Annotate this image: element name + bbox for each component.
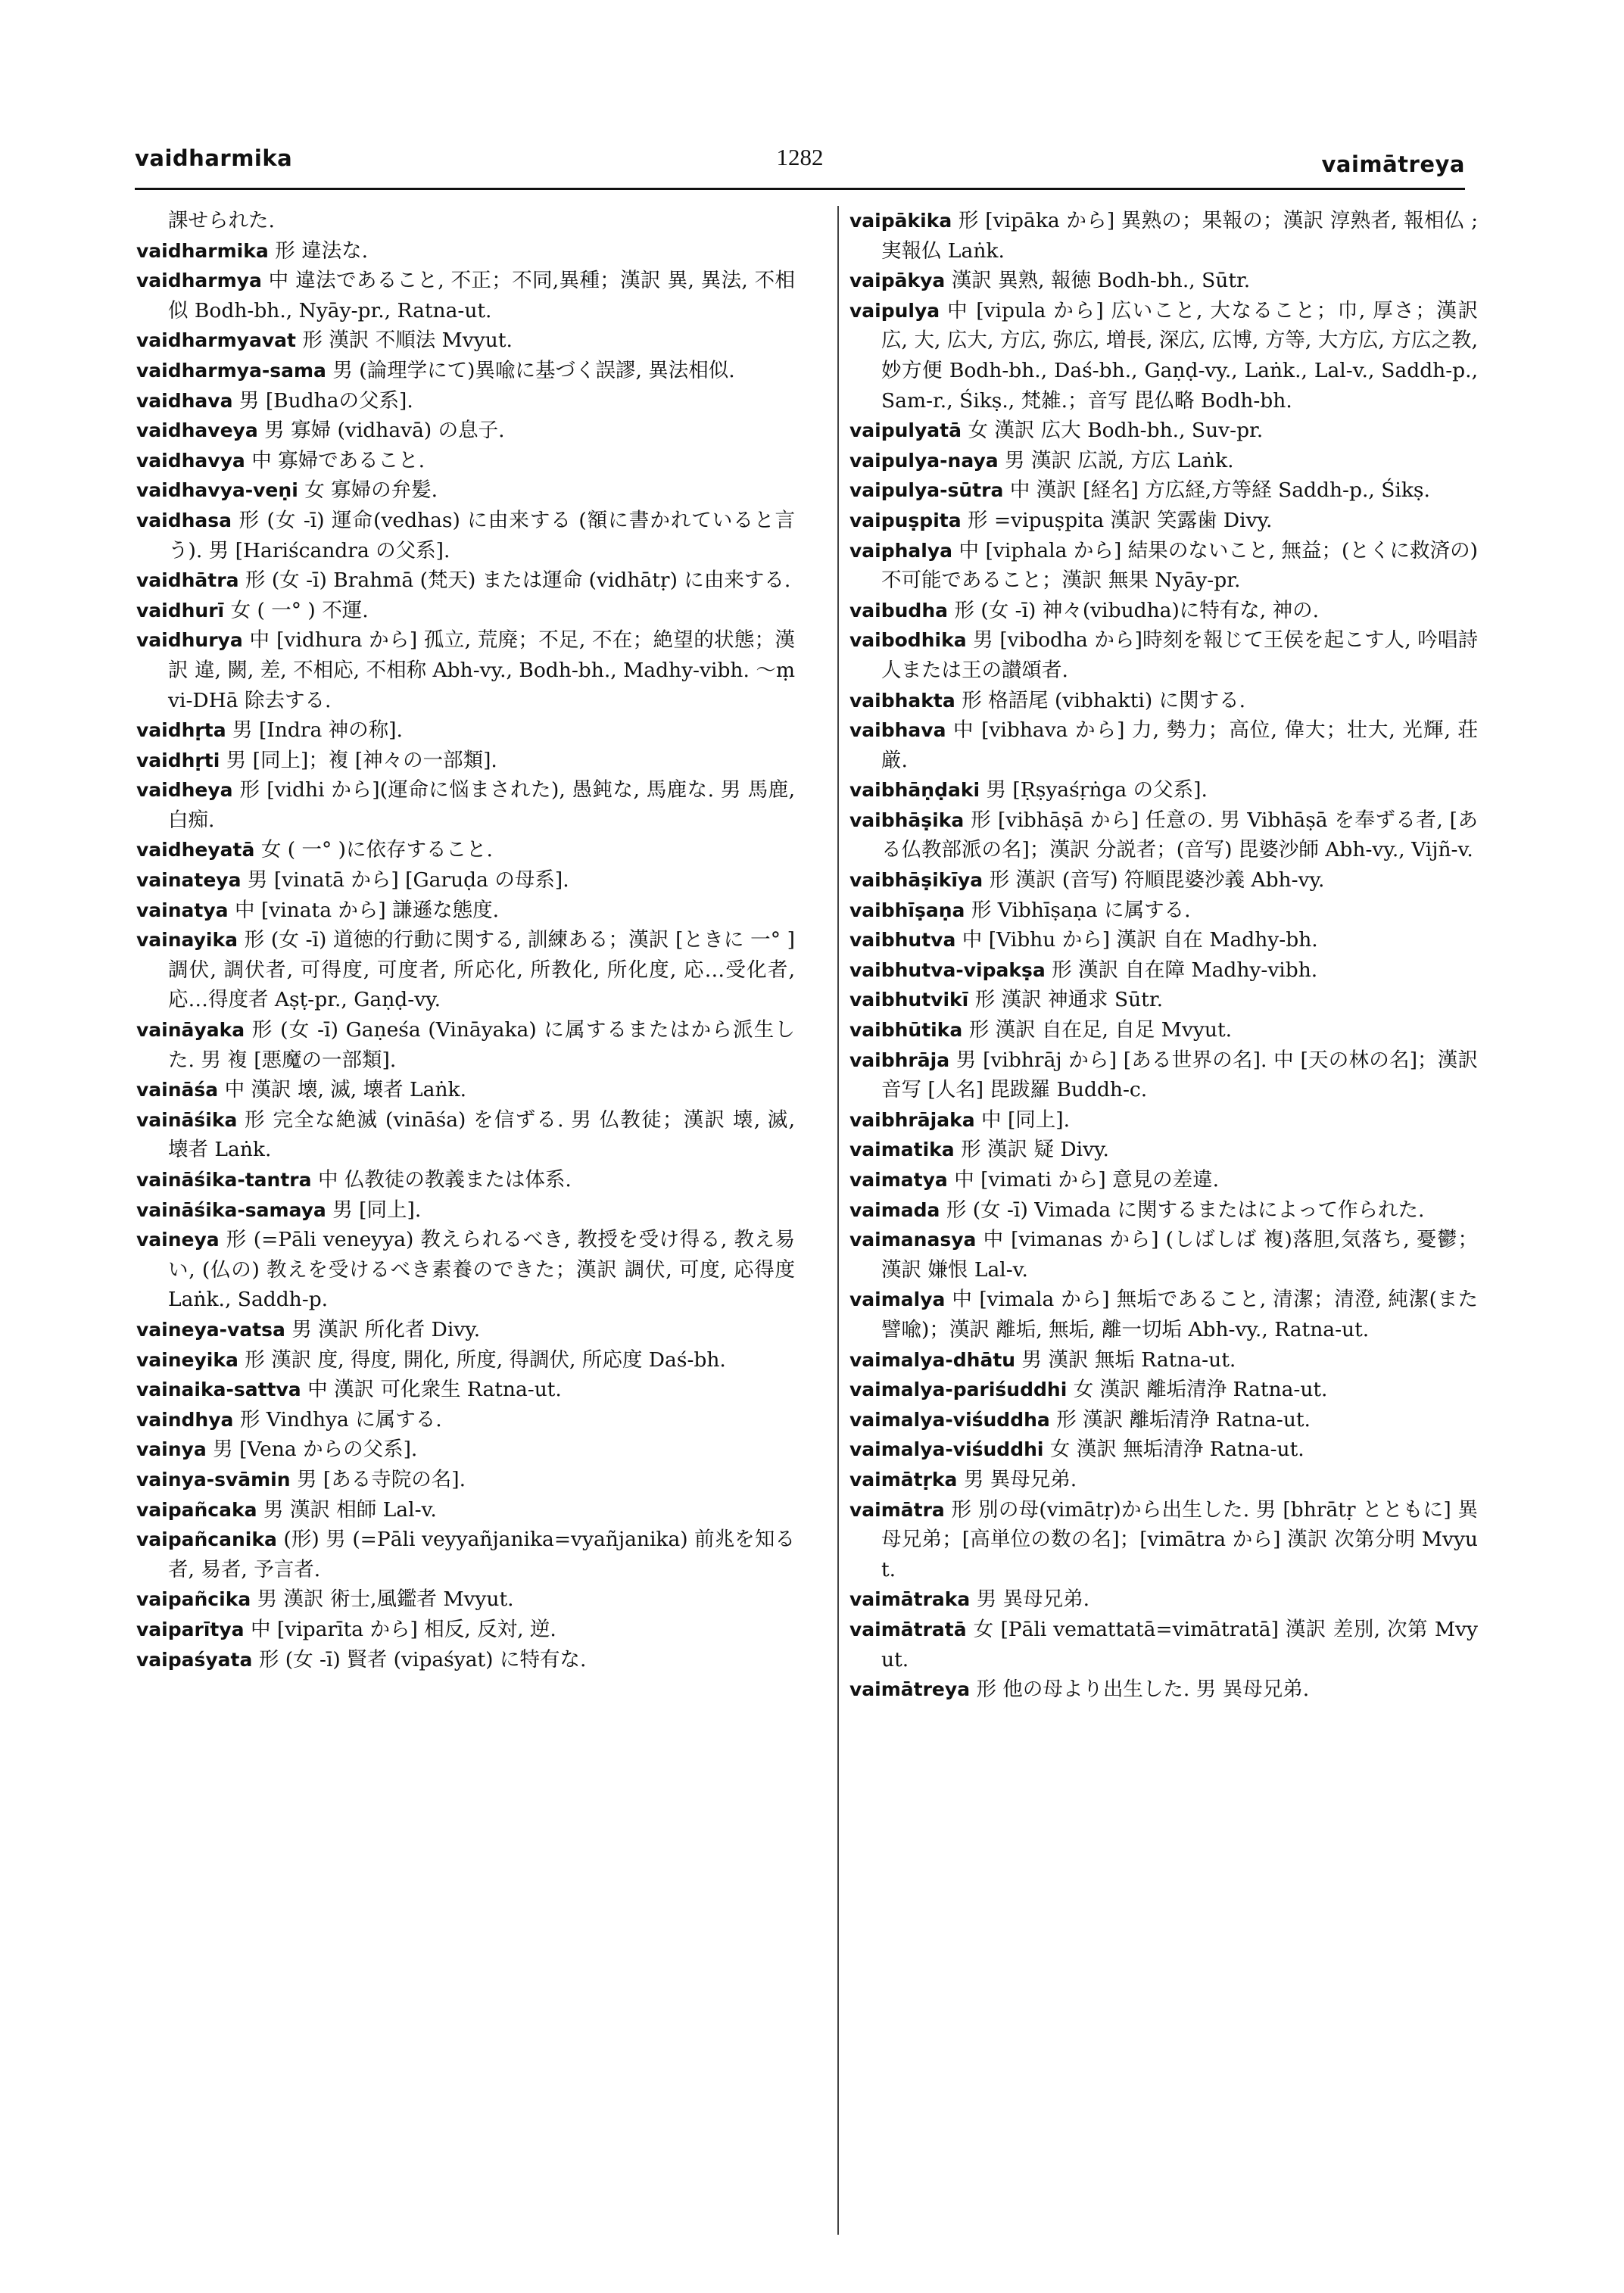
entry-headword: vaipulya-naya [849,449,999,472]
entry-definition: 中 [vidhura から] 孤立, 荒廃；不足, 不在；絶望的状態；漢訳 違, 闕, 差, 不相応, 不相称 Abh-vy., Bodh-bh., Madhy-vibh. ～ṃ vi-DHā 除去する. [168,628,795,712]
entry-definition: 形 漢訳 疑 Divy. [961,1138,1109,1162]
dictionary-entry [136,1435,795,1465]
entry-definition: 形 (女 -ī) Brahmā (梵天) または運命 (vidhātṛ) に由来する. [245,569,791,593]
entry-definition: 形 格語尾 (vibhakti) に関する. [962,688,1246,712]
entry-definition: 男 漢訳 所化者 Divy. [291,1317,481,1341]
entry-headword: vaidharmya-sama [136,359,326,382]
entry-definition: 男 [同上]. [332,1198,422,1222]
entry-headword: vaināśika-samaya [136,1198,326,1221]
entry-headword: vaidhṛta [136,719,226,742]
entry-definition: 男 [同上]；複 [神々の一部類]. [226,748,497,772]
entry-definition: 男 [vinatā から] [Garuḍa の母系]. [247,868,569,893]
dictionary-entry [849,925,1478,955]
entry-definition: 男 [Indra 神の称]. [232,718,403,743]
entry-definition: 男 異母兄弟. [976,1587,1090,1612]
entry-definition: 男 漢訳 広説, 方広 Laṅk. [1005,448,1234,472]
dictionary-entry [136,1525,795,1584]
dictionary-entry [849,715,1478,775]
dictionary-entry [136,236,795,266]
entry-headword: vaipulya [849,299,940,322]
entry-headword: vainya [136,1438,207,1461]
entry-headword: vainateya [136,869,242,892]
dictionary-entry [849,805,1478,865]
entry-headword: vaibhāṣika [849,808,965,831]
dictionary-entry [849,686,1478,716]
entry-definition: 中 [vinata から] 謙遜な態度. [234,898,500,922]
dictionary-entry [849,1405,1478,1435]
entry-definition: 男 [vibodha から]時刻を報じて王侯を起こす人, 吟唱詩人または王の讃頌者. [881,628,1478,682]
dictionary-entry [136,1315,795,1345]
entry-definition: 形 (=Pāli veneyya) 教えられるべき, 教授を受け得る, 教え易い, (仏の) 教えを受けるべき素養のできた；漢訳 調伏, 可度, 応得度 Laṅk., Saddh-p. [168,1228,795,1312]
entry-definition: 形 漢訳 離垢清浄 Ratna-ut. [1056,1407,1311,1432]
entry-headword: vaidharmyavat [136,329,296,352]
dictionary-entry [136,1645,795,1675]
entry-definition: 男 [ある寺院の名]. [296,1467,466,1491]
dictionary-entry [136,416,795,446]
entry-headword: vaidhātra [136,569,239,592]
entry-headword: vaimatika [849,1139,955,1161]
header-rule [135,188,1465,190]
dictionary-entry [849,206,1478,266]
dictionary-entry [849,1435,1478,1465]
dictionary-entry [849,1584,1478,1615]
entry-headword: vaidhavya [136,449,245,472]
entry-headword: vaipulyatā [849,419,962,442]
dictionary-entry [849,1285,1478,1344]
dictionary-entry [136,1375,795,1405]
entry-headword: vaināśika-tantra [136,1169,312,1191]
dictionary-entry [849,775,1478,805]
entry-definition: 漢訳 異熟, 報徳 Bodh-bh., Sūtr. [951,269,1251,293]
entry-headword: vaimada [849,1198,940,1221]
entry-headword: vainayika [136,929,238,952]
entry-definition: 形 別の母(vimātṛ)から出生した. 男 [bhrātṛ とともに] 異母兄弟；[高単位の数の名]；[vimātra から] 漢訳 次第分明 Mvyut. [881,1497,1478,1581]
entry-definition: 女 [Pāli vemattatā=vimātratā] 漢訳 差別, 次第 Mvyut. [881,1617,1478,1671]
entry-definition: 形 完全な絶滅 (vināśa) を信ずる. 男 仏教徒；漢訳 壊, 滅, 壊者 Laṅk. [168,1108,795,1162]
entry-headword: vaidhaveya [136,419,258,442]
dictionary-entry [136,1105,795,1165]
entry-headword: vaimātra [849,1498,945,1521]
dictionary-entry [136,835,795,865]
entry-headword: vaipuṣpita [849,509,962,531]
entry-definition: 中 寡婦であること. [251,448,425,472]
entry-definition: 形 Vibhīṣaṇa に属する. [971,898,1191,922]
entry-headword: vaindhya [136,1408,234,1431]
right-column [849,206,1478,1705]
entry-headword: vainatya [136,899,229,921]
dictionary-entry [136,356,795,386]
left-guide-word: vaidharmika [135,145,293,171]
entry-definition: 男 [vibhrāj から] [ある世界の名]. 中 [天の林の名]；漢訳 音写 [人名] 毘跋羅 Buddh-c. [881,1048,1478,1102]
entry-headword: vaibudha [849,599,948,622]
dictionary-entry [849,506,1478,536]
entry-headword: vaimalya-pariśuddhi [849,1379,1068,1401]
dictionary-entry [849,1225,1478,1285]
entry-headword: vaidhava [136,389,233,412]
entry-headword: vaibhrāja [849,1048,950,1071]
entry-definition: 中 [vibhava から] 力, 勢力；高位, 偉大；壮大, 光輝, 荘厳. [881,718,1478,772]
entry-headword: vaimalya-viśuddha [849,1408,1050,1431]
entry-headword: vaidhavya-veṇi [136,479,298,502]
entry-definition: 男 (論理学にて)異喩に基づく誤謬, 異法相似. [332,358,735,382]
entry-definition: 中 [vimanas から] (しばしば 複)落胆,気落ち, 憂鬱；漢訳 嫌恨 Lal-v. [881,1228,1478,1282]
entry-definition: 形 他の母より出生した. 男 異母兄弟. [976,1678,1310,1702]
entry-definition: 形 =vipuṣpita 漢訳 笑露歯 Divy. [968,508,1273,532]
entry-definition: 形 (女 -ī) 運命(vedhas) に由来する (額に書かれていると言う). 男 [Hariścandra の父系]. [168,508,795,562]
entry-definition: 形 Vindhya に属する. [239,1407,442,1432]
dictionary-entry [136,386,795,416]
dictionary-entry [136,746,795,776]
dictionary-entry [849,955,1478,986]
dictionary-entry [136,266,795,326]
entry-definition: 形 (女 -ī) 道徳的行動に関する, 訓練ある；漢訳 [ときに 一° ] 調伏, 調伏者, 可得度, 可度者, 所応化, 所教化, 所化度, 応…受化者, 応…得度者 Aṣṭ-pr., Gaṇḍ-vy. [168,928,795,1012]
entry-definition: 中 漢訳 [経名] 方広経,方等経 Saddh-p., Śikṣ. [1009,478,1430,503]
dictionary-entry [849,1615,1478,1675]
dictionary-entry [136,206,795,236]
entry-headword: vaidhasa [136,509,232,531]
dictionary-entry [849,1195,1478,1226]
dictionary-entry [136,596,795,626]
entry-headword: vaipākika [849,210,952,232]
entry-definition: 中 漢訳 可化衆生 Ratna-ut. [307,1378,562,1402]
column-divider [837,206,839,2235]
entry-headword: vaibhakta [849,689,955,712]
dictionary-entry [849,1465,1478,1495]
entry-definition: 中 [Vibhu から] 漢訳 自在 Madhy-bh. [962,928,1318,952]
entry-definition: 形 漢訳 度, 得度, 開化, 所度, 得調伏, 所応度 Daś-bh. [245,1347,726,1372]
entry-headword: vaidheya [136,779,233,802]
entry-headword: vaipañcanika [136,1528,277,1551]
entry-definition: 形 [vidhi から](運命に悩まされた), 愚鈍な, 馬鹿な. 男 馬鹿, 白痴. [168,778,795,832]
dictionary-entry [136,326,795,356]
entry-definition: 女 漢訳 広大 Bodh-bh., Suv-pr. [968,419,1264,443]
entry-definition: 男 漢訳 無垢 Ratna-ut. [1021,1347,1236,1372]
entry-headword: vaidharmika [136,239,269,262]
dictionary-entry [849,1675,1478,1705]
dictionary-entry [136,1345,795,1375]
entry-headword: vaināśika [136,1108,238,1131]
entry-definition: 女 ( 一° ) 不運. [230,598,369,622]
entry-definition: 形 (女 -ī) 神々(vibudha)に特有な, 神の. [954,598,1320,622]
dictionary-entry [136,625,795,715]
entry-headword: vainya-svāmin [136,1468,291,1491]
entry-headword: vaimalya-viśuddhi [849,1438,1044,1461]
dictionary-entry [849,1045,1478,1105]
dictionary-entry [136,896,795,926]
dictionary-entry [849,985,1478,1015]
entry-definition: 中 [同上]. [981,1108,1071,1132]
dictionary-entry [849,475,1478,506]
entry-definition: 中 [viparīta から] 相反, 反対, 逆. [250,1617,556,1641]
entry-definition: 形 [vibhāṣā から] 任意の. 男 Vibhāṣā を奉ずる者, [ある仏教部派の名]；漢訳 分説者；(音写) 毘婆沙師 Abh-vy., Vijñ-v. [881,808,1478,862]
entry-headword: vaidhurya [136,629,243,652]
entry-headword: vaināśa [136,1079,219,1101]
entry-definition: 女 ( 一° )に依存すること. [260,838,493,862]
dictionary-entry [849,536,1478,596]
dictionary-entry [849,1015,1478,1045]
dictionary-entry [849,416,1478,446]
entry-headword: vaipaśyata [136,1648,253,1671]
entry-headword: vaibhrājaka [849,1108,975,1131]
dictionary-entry [136,475,795,506]
entry-headword: vaineya [136,1229,220,1251]
dictionary-entry [136,1495,795,1525]
dictionary-entry [849,865,1478,896]
dictionary-entry [849,596,1478,626]
dictionary-entry [849,1165,1478,1195]
entry-definition: 課せられた. [168,209,275,232]
dictionary-entry [849,296,1478,416]
entry-headword: vaipākya [849,269,946,292]
entry-headword: vainaika-sattva [136,1379,301,1401]
entry-definition: 形 (女 -ī) 賢者 (vipaśyat) に特有な. [258,1647,587,1671]
entry-headword: vaipulya-sūtra [849,479,1004,502]
entry-definition: 形 (女 -ī) Vimada に関するまたはによって作られた. [946,1198,1425,1222]
entry-definition: 中 漢訳 壊, 滅, 壊者 Laṅk. [224,1078,467,1102]
entry-definition: 形 [vipāka から] 異熟の；果報の；漢訳 淳熟者, 報相仏 ;実報仏 Laṅk. [881,209,1478,263]
dictionary-entry [136,1075,795,1105]
dictionary-entry [136,1615,795,1645]
entry-headword: vaimalya-dhātu [849,1348,1016,1371]
dictionary-entry [136,446,795,476]
entry-definition: 男 漢訳 相師 Lal-v. [263,1497,437,1522]
dictionary-entry [136,925,795,1015]
dictionary-entry [849,1105,1478,1136]
entry-definition: 男 寡婦 (vidhavā) の息子. [264,419,505,443]
dictionary-entry [136,1165,795,1195]
entry-definition: 女 漢訳 無垢清浄 Ratna-ut. [1049,1438,1304,1462]
entry-definition: 中 [vimala から] 無垢であること, 清潔；清澄, 純潔(また 譬喩)；漢訳 離垢, 無垢, 離一切垢 Abh-vy., Ratna-ut. [881,1288,1478,1341]
entry-headword: vaidhṛti [136,749,220,771]
entry-headword: vaibodhika [849,629,967,652]
entry-headword: vaimātratā [849,1618,967,1640]
entry-headword: vaināyaka [136,1019,245,1042]
dictionary-entry [849,266,1478,296]
entry-definition: (形) 男 (=Pāli veyyañjanika=vyañjanika) 前兆を知る者, 易者, 予言者. [168,1528,795,1581]
dictionary-entry [849,896,1478,926]
entry-headword: vaipañcaka [136,1498,257,1521]
entry-headword: vaibhāṣikīya [849,869,983,892]
entry-headword: vaimalya [849,1288,946,1311]
entry-definition: 男 [Budhaの父系]. [238,388,413,413]
dictionary-entry [136,1195,795,1226]
entry-definition: 中 違法であること, 不正；不同,異種；漢訳 異, 異法, 不相似 Bodh-bh., Nyāy-pr., Ratna-ut. [168,269,796,322]
dictionary-entry [136,565,795,596]
dictionary-entry [136,1015,795,1075]
entry-definition: 形 漢訳 自在足, 自足 Mvyut. [968,1018,1233,1042]
dictionary-entry [136,865,795,896]
right-guide-word: vaimātreya [1321,151,1465,177]
entry-definition: 男 漢訳 術士,風鑑者 Mvyut. [257,1587,514,1612]
entry-headword: vaidheyatā [136,839,255,861]
entry-headword: vaibhutva [849,929,956,952]
dictionary-entry [136,775,795,835]
entry-definition: 中 [vimati から] 意見の差違. [954,1168,1220,1192]
entry-headword: vaibhutva-vipakṣa [849,958,1046,981]
entry-definition: 形 (女 -ī) Gaṇeśa (Vināyaka) に属するまたはから派生した. 男 複 [悪魔の一部類]. [168,1018,795,1072]
entry-headword: vaineyika [136,1348,238,1371]
dictionary-entry [849,1135,1478,1165]
entry-headword: vaimātreya [849,1678,971,1701]
entry-headword: vaipañcika [136,1588,251,1611]
entry-headword: vaibhīṣaṇa [849,899,965,921]
dictionary-entry [849,446,1478,476]
entry-definition: 男 異母兄弟. [963,1467,1077,1491]
dictionary-entry [136,1225,795,1315]
entry-definition: 中 [viphala から] 結果のないこと, 無益；(とくに救済の)不可能であること；漢訳 無果 Nyāy-pr. [881,538,1478,593]
page-number: 1282 [776,144,824,170]
dictionary-entry [136,506,795,565]
entry-definition: 男 [Vena からの父系]. [213,1438,418,1462]
dictionary-entry [849,1375,1478,1405]
entry-headword: vaidharmya [136,269,262,292]
entry-headword: vaibhūtika [849,1019,963,1042]
entry-headword: vaiparītya [136,1618,245,1640]
entry-headword: vaiphalya [849,539,953,562]
entry-headword: vaimanasya [849,1229,977,1251]
entry-definition: 女 寡婦の弁髪. [304,478,438,503]
entry-headword: vaimātṛka [849,1468,958,1491]
entry-definition: 形 漢訳 神通求 Sūtr. [974,988,1164,1012]
entry-headword: vaineya-vatsa [136,1318,285,1341]
dictionary-entry [849,1495,1478,1585]
entry-definition: 男 [Ṛṣyaśṛṅga の父系]. [986,778,1208,802]
entry-headword: vaibhāṇḍaki [849,779,980,802]
entry-definition: 形 漢訳 自在障 Madhy-vibh. [1052,958,1318,982]
entry-definition: 形 漢訳 不順法 Mvyut. [302,329,513,353]
entry-headword: vaimātraka [849,1588,971,1611]
entry-definition: 中 [vipula から] 広いこと, 大なること；巾, 厚さ；漢訳 広, 大, 広大, 方広, 弥広, 増長, 深広, 広博, 方等, 大方広, 方広之教, 妙方便 Bodh-bh., Daś-bh., Gaṇḍ-vy., Laṅk., Lal-v., Saddh-p., Sam-r., Śikṣ., 梵雑.；音写 毘仏略 Bodh-bh. [881,298,1478,413]
entry-headword: vaimatya [849,1169,948,1191]
left-column [136,206,795,1675]
page-header [135,141,1465,179]
entry-headword: vaidhurī [136,599,225,622]
dictionary-entry [849,1345,1478,1375]
entry-headword: vaibhava [849,719,946,742]
entry-definition: 形 漢訳 (音写) 符順毘婆沙義 Abh-vy. [989,868,1325,893]
dictionary-entry [136,715,795,746]
dictionary-entry [136,1405,795,1435]
entry-definition: 女 漢訳 離垢清浄 Ratna-ut. [1073,1378,1328,1402]
entry-definition: 中 仏教徒の教義または体系. [317,1168,572,1192]
dictionary-entry [136,1465,795,1495]
entry-definition: 形 違法な. [275,238,369,263]
entry-headword: vaibhutvikī [849,989,969,1011]
dictionary-entry [849,625,1478,685]
dictionary-entry [136,1584,795,1615]
